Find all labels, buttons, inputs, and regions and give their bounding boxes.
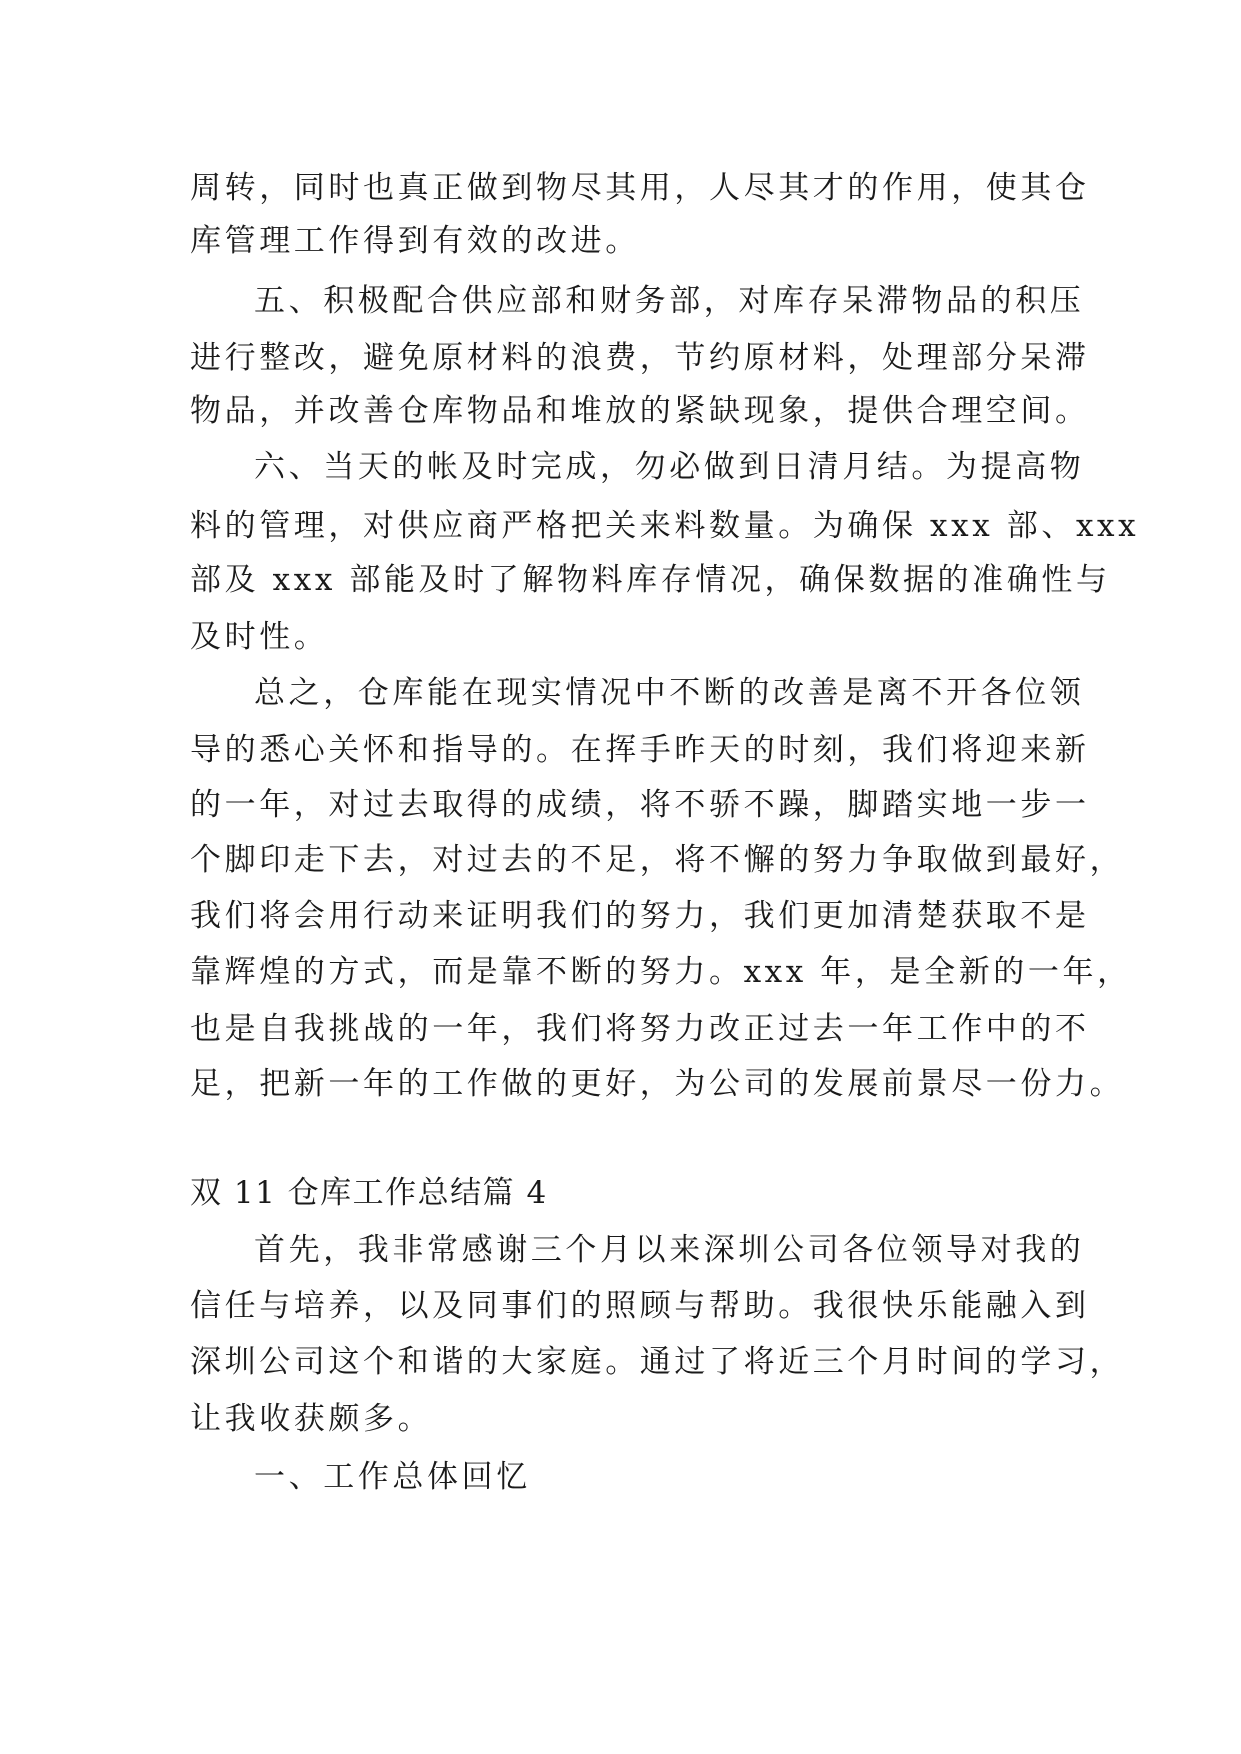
paragraph-first-line: 五、积极配合供应部和财务部，对库存呆滞物品的积压 xyxy=(254,283,1085,319)
text-line: 的一年，对过去取得的成绩，将不骄不躁，脚踏实地一步一 xyxy=(190,787,1090,823)
text-line: 料的管理，对供应商严格把关来料数量。为确保 xxx 部、xxx xyxy=(190,508,1140,544)
text-line: 信任与培养，以及同事们的照顾与帮助。我很快乐能融入到 xyxy=(190,1288,1090,1324)
text-line: 部及 xxx 部能及时了解物料库存情况，确保数据的准确性与 xyxy=(190,562,1111,598)
text-line: 周转，同时也真正做到物尽其用，人尽其才的作用，使其仓 xyxy=(190,170,1090,206)
text-line: 足，把新一年的工作做的更好，为公司的发展前景尽一份力。 xyxy=(190,1066,1125,1102)
subheading: 一、工作总体回忆 xyxy=(254,1459,531,1495)
text-line: 库管理工作得到有效的改进。 xyxy=(190,223,640,259)
text-line: 也是自我挑战的一年，我们将努力改正过去一年工作中的不 xyxy=(190,1011,1090,1047)
text-line: 深圳公司这个和谐的大家庭。通过了将近三个月时间的学习， xyxy=(190,1344,1125,1380)
text-line: 导的悉心关怀和指导的。在挥手昨天的时刻，我们将迎来新 xyxy=(190,732,1090,768)
text-line: 我们将会用行动来证明我们的努力，我们更加清楚获取不是 xyxy=(190,898,1090,934)
paragraph-first-line: 总之，仓库能在现实情况中不断的改善是离不开各位领 xyxy=(254,675,1085,711)
text-line: 物品，并改善仓库物品和堆放的紧缺现象，提供合理空间。 xyxy=(190,393,1090,429)
text-line: 及时性。 xyxy=(190,619,329,655)
paragraph-first-line: 首先，我非常感谢三个月以来深圳公司各位领导对我的 xyxy=(254,1232,1085,1268)
paragraph-first-line: 六、当天的帐及时完成，勿必做到日清月结。为提高物 xyxy=(254,449,1085,485)
text-line: 进行整改，避免原材料的浪费，节约原材料，处理部分呆滞 xyxy=(190,340,1090,376)
section-title: 双 11 仓库工作总结篇 4 xyxy=(190,1175,548,1211)
text-line: 个脚印走下去，对过去的不足，将不懈的努力争取做到最好， xyxy=(190,842,1125,878)
text-line: 让我收获颇多。 xyxy=(190,1401,433,1437)
text-line: 靠辉煌的方式，而是靠不断的努力。xxx 年，是全新的一年， xyxy=(190,954,1132,990)
